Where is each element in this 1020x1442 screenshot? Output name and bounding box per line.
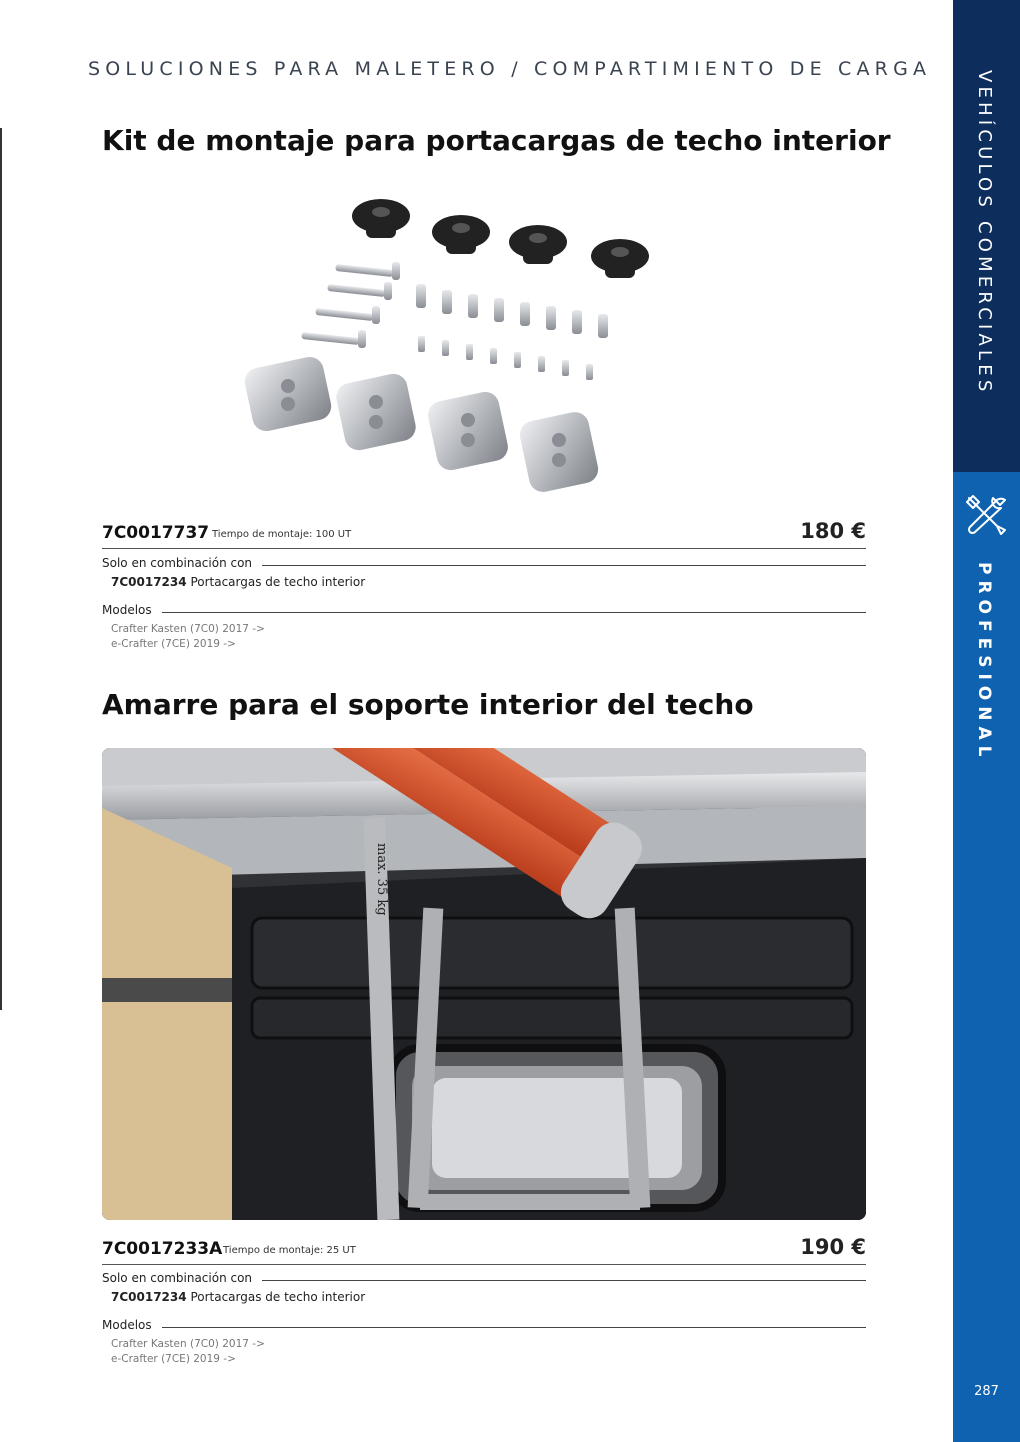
mounting-plate: [426, 389, 511, 472]
sidebar-subcategory-label: PROFESIONAL: [974, 562, 994, 763]
combination-rule: [102, 1271, 866, 1285]
mounting-kit-image: [236, 190, 676, 502]
mounting-plate: [517, 410, 600, 495]
product-code-row: [102, 1235, 866, 1265]
combination-rule: [102, 556, 866, 570]
combination-item: [111, 575, 365, 589]
combination-code: 7C0017234: [111, 1290, 187, 1304]
product-title: Kit de montaje para portacargas de techo interior: [102, 124, 891, 157]
product-code: 7C0017737: [102, 523, 210, 543]
combination-label: Solo en combinación con: [102, 556, 253, 570]
tools-icon: [963, 492, 1009, 538]
models-label: Modelos: [102, 603, 152, 617]
mounting-time: Tiempo de montaje: 100 UT: [212, 529, 352, 540]
models-label: Modelos: [102, 1318, 152, 1332]
mounting-time: Tiempo de montaje: 25 UT: [223, 1245, 356, 1256]
knob: [591, 239, 649, 278]
combination-name: Portacargas de techo interior: [190, 1290, 366, 1304]
model-item: Crafter Kasten (7C0) 2017 ->: [111, 623, 265, 635]
page-number: 287: [974, 1384, 999, 1399]
strap-label: max. 35 kg: [374, 843, 389, 916]
product-title: Amarre para el soporte interior del techo: [102, 688, 754, 721]
tie-down-photo: [102, 748, 866, 1220]
models-rule: [102, 1318, 866, 1332]
combination-item: [111, 1290, 365, 1304]
model-item: e-Crafter (7CE) 2019 ->: [111, 638, 236, 650]
left-margin-rule: [0, 128, 2, 1010]
product-price: 180 €: [800, 519, 866, 543]
section-header: SOLUCIONES PARA MALETERO / COMPARTIMIENTO DE CARGA: [88, 58, 932, 80]
combination-code: 7C0017234: [111, 575, 187, 589]
model-item: e-Crafter (7CE) 2019 ->: [111, 1353, 236, 1365]
knob: [352, 199, 410, 238]
product-price: 190 €: [800, 1235, 866, 1259]
combination-label: Solo en combinación con: [102, 1271, 253, 1285]
mounting-plate: [334, 371, 419, 452]
knob: [509, 225, 567, 264]
model-item: Crafter Kasten (7C0) 2017 ->: [111, 1338, 265, 1350]
mounting-plate: [242, 354, 334, 433]
combination-name: Portacargas de techo interior: [190, 575, 366, 589]
models-rule: [102, 603, 866, 617]
product-code-row: [102, 519, 866, 549]
sidebar-category-label: VEHÍCULOS COMERCIALES: [974, 70, 995, 396]
product-code: 7C0017233A: [102, 1239, 223, 1259]
knob: [432, 215, 490, 254]
